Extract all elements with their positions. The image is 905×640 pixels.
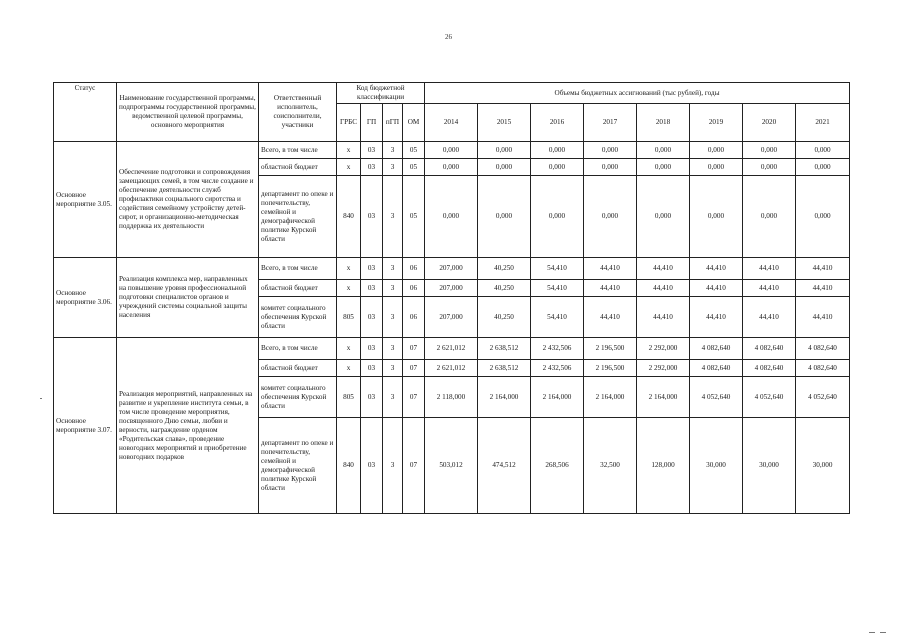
cell-value-2017: 0,000 [584,176,637,258]
cell-code-grbs: х [337,280,361,297]
cell-code-om: 05 [403,176,425,258]
header-year: 2015 [478,104,531,142]
cell-code-pgp: 3 [383,360,403,377]
row-responsible: областной бюджет [259,280,337,297]
cell-value-2017: 0,000 [584,159,637,176]
cell-value-2017: 44,410 [584,280,637,297]
cell-value-2014: 207,000 [425,297,478,338]
row-measure-name: Реализация комплекса мер, направленных на повышение уровня профессиональной подготовки специалистов органов и учреждений системы социальной защиты населения [117,258,259,338]
row-responsible: департамент по опеке и попечительству, семейной и демографической политике Курской области [259,418,337,514]
cell-value-2018: 44,410 [637,280,690,297]
cell-code-gp: 03 [361,159,383,176]
cell-value-2020: 4 082,640 [743,338,796,360]
cell-code-gp: 03 [361,258,383,280]
cell-code-pgp: 3 [383,418,403,514]
cell-code-gp: 03 [361,338,383,360]
cell-code-pgp: 3 [383,159,403,176]
cell-code-grbs: х [337,159,361,176]
cell-value-2019: 44,410 [690,258,743,280]
cell-code-grbs: х [337,360,361,377]
cell-value-2021: 44,410 [796,258,850,280]
cell-code-om: 05 [403,159,425,176]
cell-value-2016: 54,410 [531,280,584,297]
row-status: Основное мероприятие 3.06. [54,258,117,338]
row-responsible: комитет социального обеспечения Курской области [259,297,337,338]
cell-value-2020: 30,000 [743,418,796,514]
cell-code-pgp: 3 [383,338,403,360]
budget-body [54,142,850,514]
cell-value-2018: 44,410 [637,297,690,338]
cell-value-2018: 44,410 [637,258,690,280]
cell-code-om: 05 [403,142,425,159]
row-responsible: Всего, в том числе [259,338,337,360]
cell-value-2014: 503,012 [425,418,478,514]
cell-value-2021: 44,410 [796,297,850,338]
cell-code-om: 06 [403,258,425,280]
cell-value-2018: 2 292,000 [637,360,690,377]
cell-value-2015: 2 638,512 [478,338,531,360]
header-year: 2019 [690,104,743,142]
header-code: ОМ [403,104,425,142]
cell-value-2016: 54,410 [531,258,584,280]
cell-value-2018: 0,000 [637,159,690,176]
cell-value-2014: 0,000 [425,176,478,258]
header-year: 2020 [743,104,796,142]
cell-value-2020: 4 082,640 [743,360,796,377]
cell-value-2017: 32,500 [584,418,637,514]
scan-speck [869,632,875,633]
cell-value-2015: 2 164,000 [478,377,531,418]
cell-value-2020: 0,000 [743,176,796,258]
cell-value-2016: 268,506 [531,418,584,514]
cell-value-2014: 0,000 [425,159,478,176]
cell-value-2021: 0,000 [796,176,850,258]
row-responsible: областной бюджет [259,159,337,176]
row-measure-name: Реализация мероприятий, направленных на развитие и укрепление института семьи, в том числе проведение мероприятия, посвященного Дню семьи, любви и верности, награждение орденом «Родительская слава», проведение новогодних мероприятий и приобретение новогодних подарков [117,338,259,514]
cell-code-pgp: 3 [383,297,403,338]
cell-value-2016: 2 432,506 [531,338,584,360]
cell-code-om: 07 [403,418,425,514]
cell-code-pgp: 3 [383,280,403,297]
cell-code-pgp: 3 [383,258,403,280]
header-year: 2014 [425,104,478,142]
cell-value-2021: 44,410 [796,280,850,297]
cell-code-grbs: х [337,338,361,360]
row-status: Основное мероприятие 3.05. [54,142,117,258]
cell-value-2019: 0,000 [690,159,743,176]
header-code: ГП [361,104,383,142]
cell-value-2021: 0,000 [796,159,850,176]
row-responsible: областной бюджет [259,360,337,377]
header-budget-code: Код бюджетной классификации [337,83,425,104]
row-responsible: Всего, в том числе [259,258,337,280]
row-responsible: Всего, в том числе [259,142,337,159]
cell-value-2017: 44,410 [584,297,637,338]
row-responsible: департамент по опеке и попечительству, семейной и демографической политике Курской области [259,176,337,258]
table-row [54,258,850,280]
cell-code-gp: 03 [361,297,383,338]
cell-value-2019: 4 082,640 [690,360,743,377]
cell-value-2014: 2 621,012 [425,338,478,360]
cell-code-om: 07 [403,377,425,418]
cell-value-2016: 54,410 [531,297,584,338]
cell-code-grbs: х [337,142,361,159]
cell-value-2018: 2 164,000 [637,377,690,418]
cell-value-2017: 2 164,000 [584,377,637,418]
cell-value-2015: 40,250 [478,258,531,280]
header-name: Наименование государственной программы, подпрограммы государственной программы, ведомственной целевой программы, основного мероприятия [117,83,259,142]
cell-value-2021: 4 082,640 [796,338,850,360]
cell-value-2018: 2 292,000 [637,338,690,360]
table-row [54,338,850,360]
cell-code-gp: 03 [361,377,383,418]
cell-value-2015: 2 638,512 [478,360,531,377]
cell-value-2015: 40,250 [478,280,531,297]
cell-value-2015: 0,000 [478,159,531,176]
cell-value-2019: 4 082,640 [690,338,743,360]
cell-code-om: 07 [403,360,425,377]
cell-value-2020: 44,410 [743,297,796,338]
cell-value-2014: 2 118,000 [425,377,478,418]
cell-code-grbs: 840 [337,418,361,514]
cell-value-2015: 474,512 [478,418,531,514]
cell-value-2017: 44,410 [584,258,637,280]
cell-code-grbs: 840 [337,176,361,258]
cell-value-2015: 0,000 [478,176,531,258]
cell-value-2019: 44,410 [690,297,743,338]
header-code: пГП [383,104,403,142]
cell-code-grbs: 805 [337,377,361,418]
cell-value-2020: 4 052,640 [743,377,796,418]
cell-value-2019: 4 052,640 [690,377,743,418]
header-year: 2017 [584,104,637,142]
cell-value-2018: 128,000 [637,418,690,514]
cell-code-gp: 03 [361,176,383,258]
row-status: Основное мероприятие 3.07. [54,338,117,514]
cell-value-2020: 0,000 [743,142,796,159]
cell-code-pgp: 3 [383,176,403,258]
cell-value-2018: 0,000 [637,142,690,159]
header-year: 2021 [796,104,850,142]
cell-value-2014: 0,000 [425,142,478,159]
cell-value-2021: 4 082,640 [796,360,850,377]
cell-code-pgp: 3 [383,377,403,418]
cell-code-gp: 03 [361,418,383,514]
cell-code-om: 06 [403,297,425,338]
cell-value-2020: 44,410 [743,280,796,297]
row-responsible: комитет социального обеспечения Курской области [259,377,337,418]
table-row [54,142,850,159]
cell-value-2017: 2 196,500 [584,360,637,377]
scan-speck [880,632,886,633]
scan-speck [40,398,42,399]
cell-value-2019: 30,000 [690,418,743,514]
cell-value-2020: 44,410 [743,258,796,280]
budget-table [53,82,850,514]
cell-code-grbs: х [337,258,361,280]
cell-code-grbs: 805 [337,297,361,338]
cell-value-2019: 0,000 [690,176,743,258]
header-responsible: Ответственный исполнитель, соисполнители, участники [259,83,337,142]
cell-value-2016: 0,000 [531,159,584,176]
cell-value-2014: 2 621,012 [425,360,478,377]
header-year: 2016 [531,104,584,142]
cell-code-gp: 03 [361,280,383,297]
header-year: 2018 [637,104,690,142]
header-volumes: Объемы бюджетных ассигнований (тыс рублей), годы [425,83,850,104]
cell-value-2016: 0,000 [531,176,584,258]
cell-code-om: 06 [403,280,425,297]
cell-value-2019: 44,410 [690,280,743,297]
cell-value-2018: 0,000 [637,176,690,258]
cell-code-gp: 03 [361,142,383,159]
cell-value-2016: 2 432,506 [531,360,584,377]
cell-value-2021: 30,000 [796,418,850,514]
cell-value-2016: 2 164,000 [531,377,584,418]
cell-value-2016: 0,000 [531,142,584,159]
cell-value-2014: 207,000 [425,280,478,297]
cell-value-2015: 40,250 [478,297,531,338]
cell-value-2021: 0,000 [796,142,850,159]
cell-value-2014: 207,000 [425,258,478,280]
cell-value-2019: 0,000 [690,142,743,159]
cell-value-2017: 2 196,500 [584,338,637,360]
cell-code-om: 07 [403,338,425,360]
row-measure-name: Обеспечение подготовки и сопровождения замещающих семей, в том числе создание и обеспечение деятельности служб профилактики социального сиротства и содействия семейному устройству детей-сирот, и организационно-методическая поддержка их деятельности [117,142,259,258]
cell-value-2015: 0,000 [478,142,531,159]
cell-value-2021: 4 052,640 [796,377,850,418]
header-code: ГРБС [337,104,361,142]
cell-code-pgp: 3 [383,142,403,159]
cell-value-2020: 0,000 [743,159,796,176]
header-status: Статус [54,83,117,142]
cell-code-gp: 03 [361,360,383,377]
page-number: 26 [445,33,452,41]
cell-value-2017: 0,000 [584,142,637,159]
